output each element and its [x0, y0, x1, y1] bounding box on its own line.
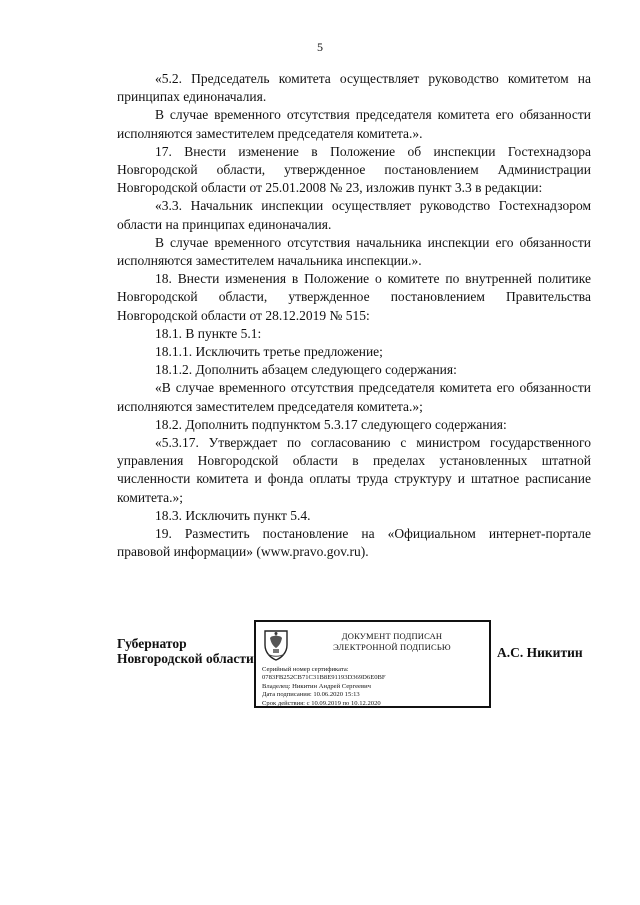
stamp-owner: Владелец: Никитин Андрей Сергеевич	[262, 682, 371, 690]
signatory-title	[117, 636, 254, 666]
paragraph-18-1-2: 18.1.2. Дополнить абзацем следующего содержания:	[155, 362, 457, 378]
stamp-heading-line1: ДОКУМЕНТ ПОДПИСАН	[341, 631, 443, 641]
signatory-title-line1: Губернатор	[117, 636, 187, 651]
paragraph-3-3: «3.3. Начальник инспекции осуществляет руководство Гостехнадзором области на принципах единоначалия.	[117, 198, 591, 232]
paragraph-3-3-absence: В случае временного отсутствия начальника инспекции его обязанности исполняются заместителем начальника инспекции.».	[117, 234, 591, 269]
stamp-cert-number: 0783FB252CB71C31B8E91193D369D6E0BF	[262, 674, 386, 682]
paragraph-18-3: 18.3. Исключить пункт 5.4.	[155, 507, 311, 523]
paragraph-5-2: «5.2. Председатель комитета осуществляет руководство комитетом на принципах единоначалия.	[117, 71, 591, 105]
signatory-title-line2: Новгородской области	[117, 651, 254, 666]
paragraph-18-1: 18.1. В пункте 5.1:	[155, 325, 262, 341]
stamp-cert-label: Серийный номер сертификата:	[262, 666, 349, 673]
signatory-name: А.С. Никитин	[497, 645, 583, 660]
paragraph-19: 19. Разместить постановление на «Официальном интернет-портале правовой информации» (www.pravo.gov.ru).	[117, 526, 591, 560]
paragraph-5-3-17: «5.3.17. Утверждает по согласованию с министром государственного управления Новгородской области в пределах установленных штатной численности комитета и фонда оплаты труда структуру и штатное расписание комитета.»;	[117, 435, 591, 505]
paragraph-18-2: 18.2. Дополнить подпунктом 5.3.17 следующего содержания:	[155, 416, 507, 432]
stamp-validity: Срок действия: с 10.09.2019 по 10.12.2020	[262, 699, 381, 707]
stamp-heading-line2: ЭЛЕКТРОННОЙ ПОДПИСЬЮ	[333, 642, 451, 652]
coat-of-arms-icon	[262, 628, 290, 662]
electronic-signature-stamp	[254, 620, 491, 708]
paragraph-18: 18. Внести изменения в Положение о комитете по внутренней политике Новгородской области, утвержденное постановлением Правительства Новгородской области от 28.12.2019 № 515:	[117, 271, 591, 323]
page-number: 5	[317, 40, 323, 54]
document-body	[117, 70, 591, 561]
paragraph-18-1-1: 18.1.1. Исключить третье предложение;	[155, 344, 383, 360]
stamp-signed-date: Дата подписания: 10.06.2020 15:13	[262, 691, 360, 699]
paragraph-18-1-2-quote: «В случае временного отсутствия председателя комитета его обязанности исполняются заместителем председателя комитета.»;	[117, 380, 591, 414]
stamp-details	[262, 666, 488, 708]
stamp-heading	[298, 631, 486, 653]
paragraph-17: 17. Внести изменение в Положение об инспекции Гостехнадзора Новгородской области, утвержденное постановлением Администрации Новгородской области от 25.01.2008 № 23, изложив пункт 3.3 в редакции:	[117, 143, 591, 196]
paragraph-5-2-absence: В случае временного отсутствия председателя комитета его обязанности исполняются заместителем председателя комитета.».	[117, 107, 591, 141]
